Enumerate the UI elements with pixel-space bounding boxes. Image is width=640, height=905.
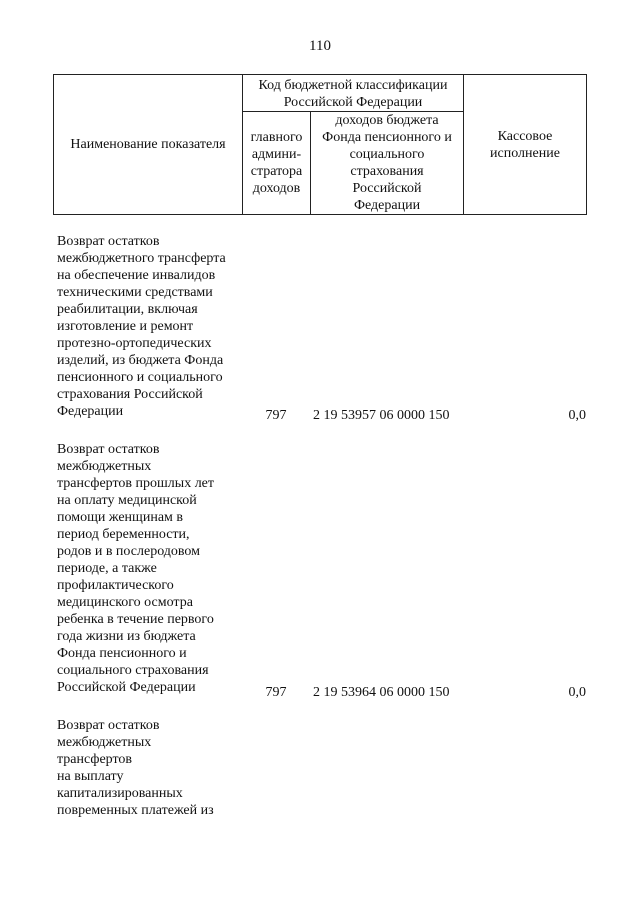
header-cash-execution: [464, 75, 586, 214]
indicator-name: Возврат остатков межбюджетного трансферта на обеспечение инвалидов техническими средствами реабилитации, включая изготовление и ремонт протезно-ортопедических изделий, из бюджета Фонда пенсионного и социального страхования Российской Федерации: [57, 234, 226, 419]
cash-execution-value: 0,0: [568, 408, 586, 423]
indicator-name: Возврат остатков межбюджетных трансфертов на выплату капитализированных повременных платежей из: [57, 718, 214, 818]
header-indicator-name-label: Наименование показателя: [70, 137, 226, 152]
income-code: 2 19 53964 06 0000 150: [313, 685, 450, 700]
header-admin-code: [243, 112, 310, 214]
header-admin-code-label: главного админи- стратора доходов: [250, 130, 303, 196]
header-classification-group: [243, 77, 463, 111]
table-header: [53, 74, 587, 215]
income-code: 2 19 53957 06 0000 150: [313, 408, 450, 423]
header-income-code-label: доходов бюджета Фонда пенсионного и социального страхования Российской Федерации: [322, 113, 452, 213]
indicator-name: Возврат остатков межбюджетных трансфертов прошлых лет на оплату медицинской помощи женщинам в период беременности, родов и в послеродовом периоде, а также профилактического медицинского осмотра ребенка в течение первого года жизни из бюджета Фонда пенсионного и социального страхования Российской Федерации: [57, 442, 215, 695]
header-indicator-name: [54, 75, 242, 214]
admin-code: 797: [265, 685, 287, 700]
header-cash-execution-label: Кассовое исполнение: [490, 128, 560, 161]
admin-code: 797: [265, 408, 287, 423]
header-classification-group-label: Код бюджетной классификации Российской Федерации: [258, 78, 448, 110]
page-number: 110: [309, 38, 331, 54]
cash-execution-value: 0,0: [568, 685, 586, 700]
header-income-code: [311, 112, 463, 214]
